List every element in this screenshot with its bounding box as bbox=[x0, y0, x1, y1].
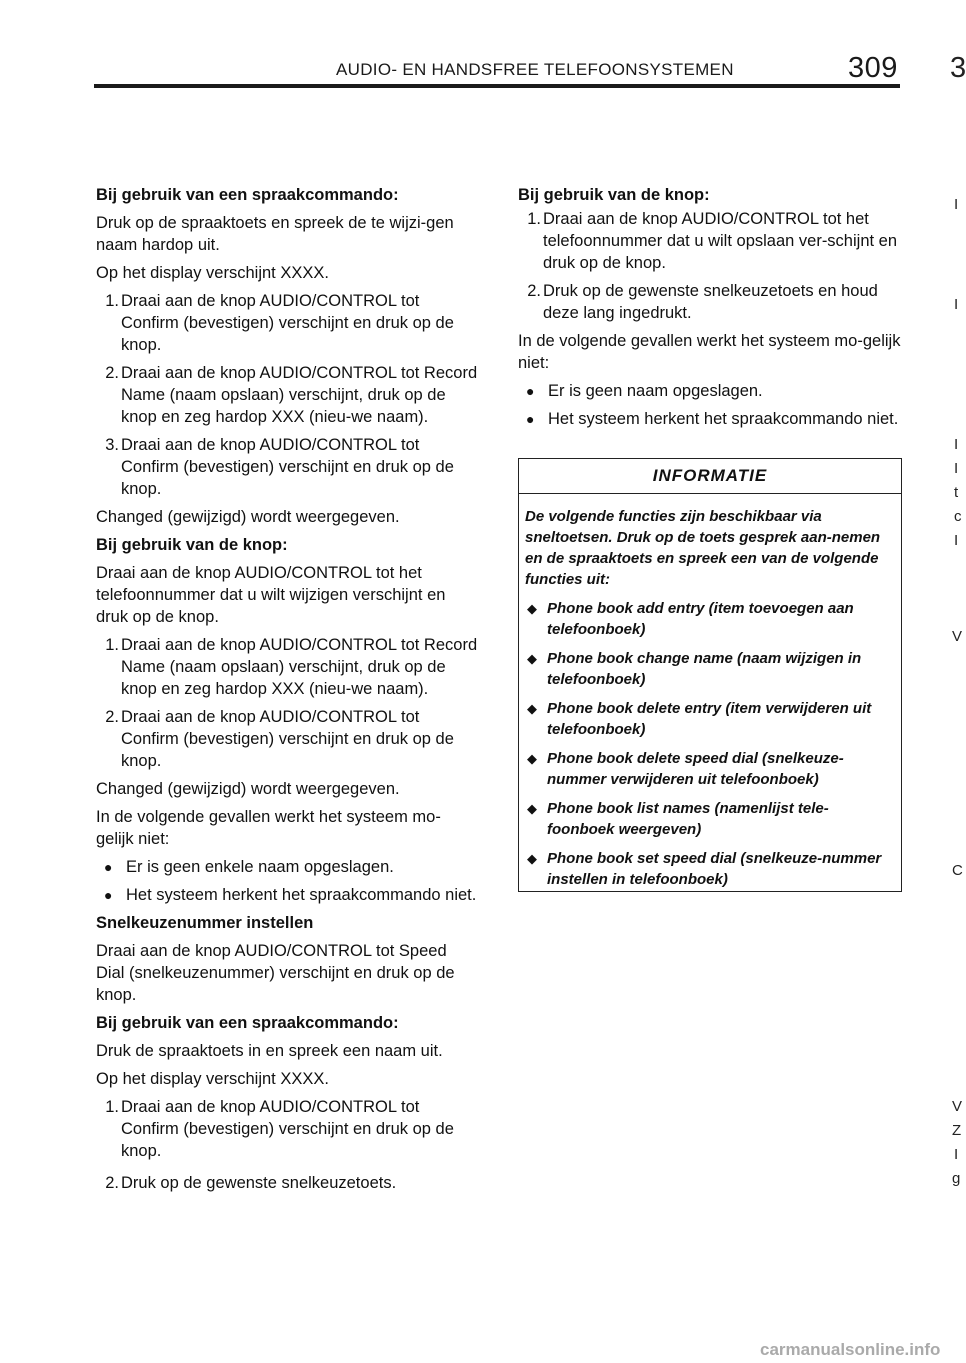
diamond-icon: ◆ bbox=[527, 601, 537, 616]
bullet-item bbox=[104, 856, 478, 878]
paragraph: Draai aan de knop AUDIO/CONTROL tot Speed Dial (snelkeuzenummer) verschijnt en druk op de knop. bbox=[96, 942, 455, 1004]
edge-fragment: I bbox=[954, 436, 959, 453]
step-number: 2. bbox=[105, 364, 119, 382]
step-number: 1. bbox=[105, 292, 119, 310]
diamond-icon: ◆ bbox=[527, 651, 537, 666]
step-text: Druk op de gewenste snelkeuzetoets en houd deze lang ingedrukt. bbox=[543, 282, 878, 322]
diamond-icon: ◆ bbox=[527, 701, 537, 716]
section-heading: Snelkeuzenummer instellen bbox=[96, 914, 314, 932]
paragraph: Druk de spraaktoets in en spreek een naam uit. bbox=[96, 1042, 443, 1060]
paragraph: Op het display verschijnt XXXX. bbox=[96, 264, 329, 282]
information-item bbox=[527, 848, 895, 890]
edge-fragment: g bbox=[952, 1170, 961, 1187]
bullet-item bbox=[526, 380, 902, 402]
step-number: 3. bbox=[105, 436, 119, 454]
page-number: 309 bbox=[848, 52, 898, 84]
paragraph: Druk op de spraaktoets en spreek de te wijzi-gen naam hardop uit. bbox=[96, 214, 454, 254]
bullet-dot-icon: ● bbox=[104, 887, 113, 903]
information-item-text: Phone book add entry (item toevoegen aan telefoonboek) bbox=[547, 600, 854, 638]
information-item-text: Phone book set speed dial (snelkeuze-nummer instellen in telefoonboek) bbox=[547, 850, 882, 888]
edge-fragment: I bbox=[954, 460, 959, 477]
edge-fragment: t bbox=[954, 484, 959, 501]
numbered-step bbox=[96, 1172, 478, 1194]
diamond-icon: ◆ bbox=[527, 801, 537, 816]
bullet-item bbox=[104, 884, 478, 906]
bullet-text: Er is geen enkele naam opgeslagen. bbox=[126, 858, 394, 876]
bullet-text: Er is geen naam opgeslagen. bbox=[548, 382, 763, 400]
diamond-icon: ◆ bbox=[527, 851, 537, 866]
edge-fragment: V bbox=[952, 1098, 963, 1115]
step-number: 1. bbox=[105, 1098, 119, 1116]
left-column bbox=[96, 184, 478, 1200]
step-text: Draai aan de knop AUDIO/CONTROL tot het telefoonnummer dat u wilt opslaan ver-schijnt en druk op de knop. bbox=[543, 210, 898, 272]
information-intro: De volgende functies zijn beschikbaar via sneltoetsen. Druk op de toets gesprek aan-nemen en de spraaktoets en spreek een van de volgende functies uit: bbox=[525, 508, 881, 588]
section-heading: Bij gebruik van een spraakcommando: bbox=[96, 186, 399, 204]
section-heading: Bij gebruik van de knop: bbox=[518, 186, 710, 204]
information-item-text: Phone book change name (naam wijzigen in telefoonboek) bbox=[547, 650, 862, 688]
bullet-dot-icon: ● bbox=[526, 411, 535, 427]
numbered-step bbox=[96, 634, 478, 700]
step-text: Draai aan de knop AUDIO/CONTROL tot Confirm (bevestigen) verschijnt en druk op de knop. bbox=[121, 292, 454, 354]
edge-fragment: C bbox=[952, 862, 963, 879]
information-item bbox=[527, 748, 895, 790]
information-item bbox=[527, 648, 895, 690]
numbered-step bbox=[518, 208, 902, 274]
step-text: Druk op de gewenste snelkeuzetoets. bbox=[121, 1174, 397, 1192]
numbered-step bbox=[96, 1096, 478, 1162]
paragraph: Changed (gewijzigd) wordt weergegeven. bbox=[96, 780, 400, 798]
bullet-dot-icon: ● bbox=[104, 859, 113, 875]
information-item-text: Phone book list names (namenlijst tele-foonboek weergeven) bbox=[547, 800, 829, 838]
paragraph: Changed (gewijzigd) wordt weergegeven. bbox=[96, 508, 400, 526]
watermark: carmanualsonline.info bbox=[760, 1340, 941, 1359]
step-number: 2. bbox=[105, 1174, 119, 1192]
paragraph: In de volgende gevallen werkt het systeem mo-gelijk niet: bbox=[518, 332, 901, 372]
information-body bbox=[519, 494, 901, 890]
bullet-item bbox=[526, 408, 902, 430]
section-heading: Bij gebruik van een spraakcommando: bbox=[96, 1014, 399, 1032]
header-rule bbox=[94, 84, 900, 88]
numbered-step bbox=[96, 290, 478, 356]
page-header-title: AUDIO- EN HANDSFREE TELEFOONSYSTEMEN bbox=[336, 60, 734, 79]
step-text: Draai aan de knop AUDIO/CONTROL tot Record Name (naam opslaan) verschijnt, druk op de knop en zeg hardop XXX (nieu-we naam). bbox=[121, 364, 478, 426]
step-text: Draai aan de knop AUDIO/CONTROL tot Confirm (bevestigen) verschijnt en druk op de knop. bbox=[121, 1098, 454, 1160]
numbered-step bbox=[96, 706, 478, 772]
step-text: Draai aan de knop AUDIO/CONTROL tot Record Name (naam opslaan) verschijnt, druk op de knop en zeg hardop XXX (nieu-we naam). bbox=[121, 636, 478, 698]
step-number: 2. bbox=[105, 708, 119, 726]
numbered-step bbox=[96, 434, 478, 500]
edge-fragment: I bbox=[954, 1146, 959, 1163]
edge-fragment: I bbox=[954, 196, 959, 213]
numbered-step bbox=[518, 280, 902, 324]
step-number: 2. bbox=[527, 282, 541, 300]
right-column bbox=[518, 184, 902, 436]
edge-fragment: I bbox=[954, 532, 959, 549]
numbered-step bbox=[96, 362, 478, 428]
paragraph: Op het display verschijnt XXXX. bbox=[96, 1070, 329, 1088]
diamond-icon: ◆ bbox=[527, 751, 537, 766]
information-item-text: Phone book delete speed dial (snelkeuze-nummer verwijderen uit telefoonboek) bbox=[547, 750, 844, 788]
information-item-text: Phone book delete entry (item verwijderen uit telefoonboek) bbox=[547, 700, 872, 738]
paragraph: Draai aan de knop AUDIO/CONTROL tot het telefoonnummer dat u wilt wijzigen verschijnt en druk op de knop. bbox=[96, 564, 446, 626]
step-number: 1. bbox=[527, 210, 541, 228]
edge-fragment: Z bbox=[952, 1122, 962, 1139]
edge-fragment: I bbox=[954, 296, 959, 313]
step-text: Draai aan de knop AUDIO/CONTROL tot Confirm (bevestigen) verschijnt en druk op de knop. bbox=[121, 436, 454, 498]
edge-fragment: V bbox=[952, 628, 963, 645]
information-box bbox=[518, 458, 902, 892]
information-title: INFORMATIE bbox=[519, 459, 901, 494]
step-text: Draai aan de knop AUDIO/CONTROL tot Confirm (bevestigen) verschijnt en druk op de knop. bbox=[121, 708, 454, 770]
bullet-text: Het systeem herkent het spraakcommando niet. bbox=[548, 410, 899, 428]
bullet-dot-icon: ● bbox=[526, 383, 535, 399]
information-item bbox=[527, 698, 895, 740]
information-item bbox=[527, 798, 895, 840]
information-item bbox=[527, 598, 895, 640]
edge-fragment: c bbox=[954, 508, 962, 525]
section-heading: Bij gebruik van de knop: bbox=[96, 536, 288, 554]
edge-fragment: 3 bbox=[950, 52, 966, 84]
step-number: 1. bbox=[105, 636, 119, 654]
bullet-text: Het systeem herkent het spraakcommando niet. bbox=[126, 886, 477, 904]
paragraph: In de volgende gevallen werkt het systeem mo-gelijk niet: bbox=[96, 808, 441, 848]
